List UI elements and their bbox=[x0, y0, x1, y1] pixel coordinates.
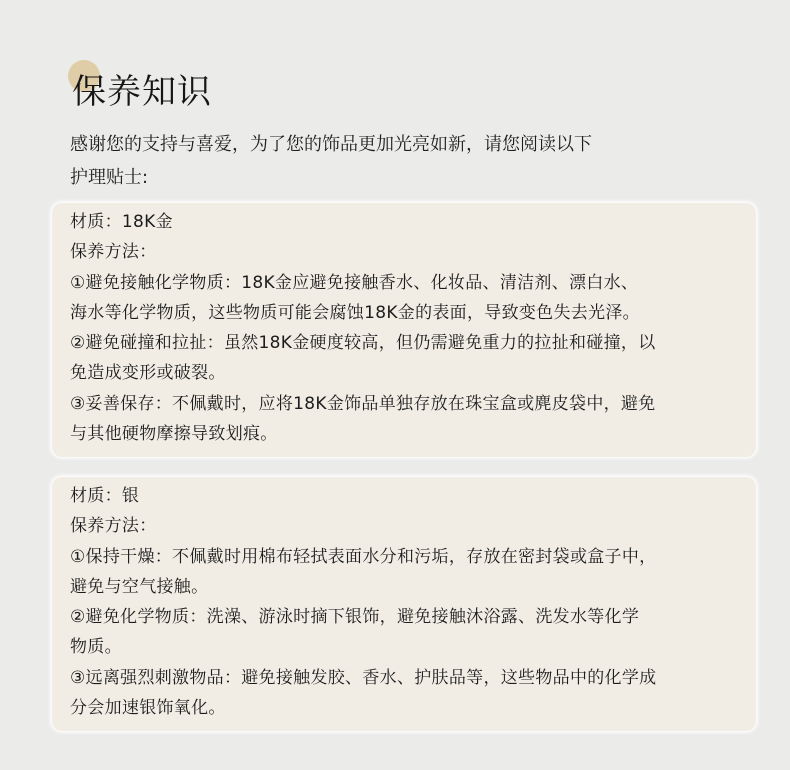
method-heading: 保养方法： bbox=[70, 516, 157, 537]
care-card-silver bbox=[52, 477, 756, 731]
method-heading: 保养方法： bbox=[70, 242, 157, 263]
care-tip-line: ①保持干燥：不佩戴时用棉布轻拭表面水分和污垢，存放在密封袋或盒子中， bbox=[70, 546, 657, 567]
material-label: 材质：18K金 bbox=[70, 212, 173, 232]
care-tip-line: 免造成变形或破裂。 bbox=[70, 363, 226, 384]
care-tip-line: ③远离强烈刺激物品：避免接触发胶、香水、护肤品等，这些物品中的化学成 bbox=[70, 667, 657, 688]
page-title: 保养知识 bbox=[72, 72, 212, 112]
care-tip-line: 分会加速银饰氧化。 bbox=[70, 698, 226, 719]
intro-text bbox=[70, 128, 710, 194]
care-tip-line: 与其他硬物摩擦导致划痕。 bbox=[70, 424, 278, 445]
care-tip-line: ③妥善保存：不佩戴时，应将18K金饰品单独存放在珠宝盒或麂皮袋中，避免 bbox=[70, 393, 656, 414]
intro-line: 护理贴士: bbox=[70, 167, 149, 188]
care-tip-line: ②避免化学物质：洗澡、游泳时摘下银饰，避免接触沐浴露、洗发水等化学 bbox=[70, 607, 640, 628]
care-card-18k-gold bbox=[52, 203, 756, 457]
care-tip-line: 避免与空气接触。 bbox=[70, 576, 209, 597]
care-tip-line: ①避免接触化学物质：18K金应避免接触香水、化妆品、清洁剂、漂白水、 bbox=[70, 272, 639, 293]
care-tip-line: ②避免碰撞和拉扯：虽然18K金硬度较高，但仍需避免重力的拉扯和碰撞，以 bbox=[70, 333, 656, 354]
care-tip-line: 物质。 bbox=[70, 637, 122, 658]
material-label: 材质：银 bbox=[70, 486, 140, 506]
intro-line: 感谢您的支持与喜爱，为了您的饰品更加光亮如新，请您阅读以下 bbox=[70, 134, 592, 155]
care-tip-line: 海水等化学物质，这些物质可能会腐蚀18K金的表面，导致变色失去光泽。 bbox=[70, 302, 640, 323]
title-area bbox=[70, 66, 370, 116]
